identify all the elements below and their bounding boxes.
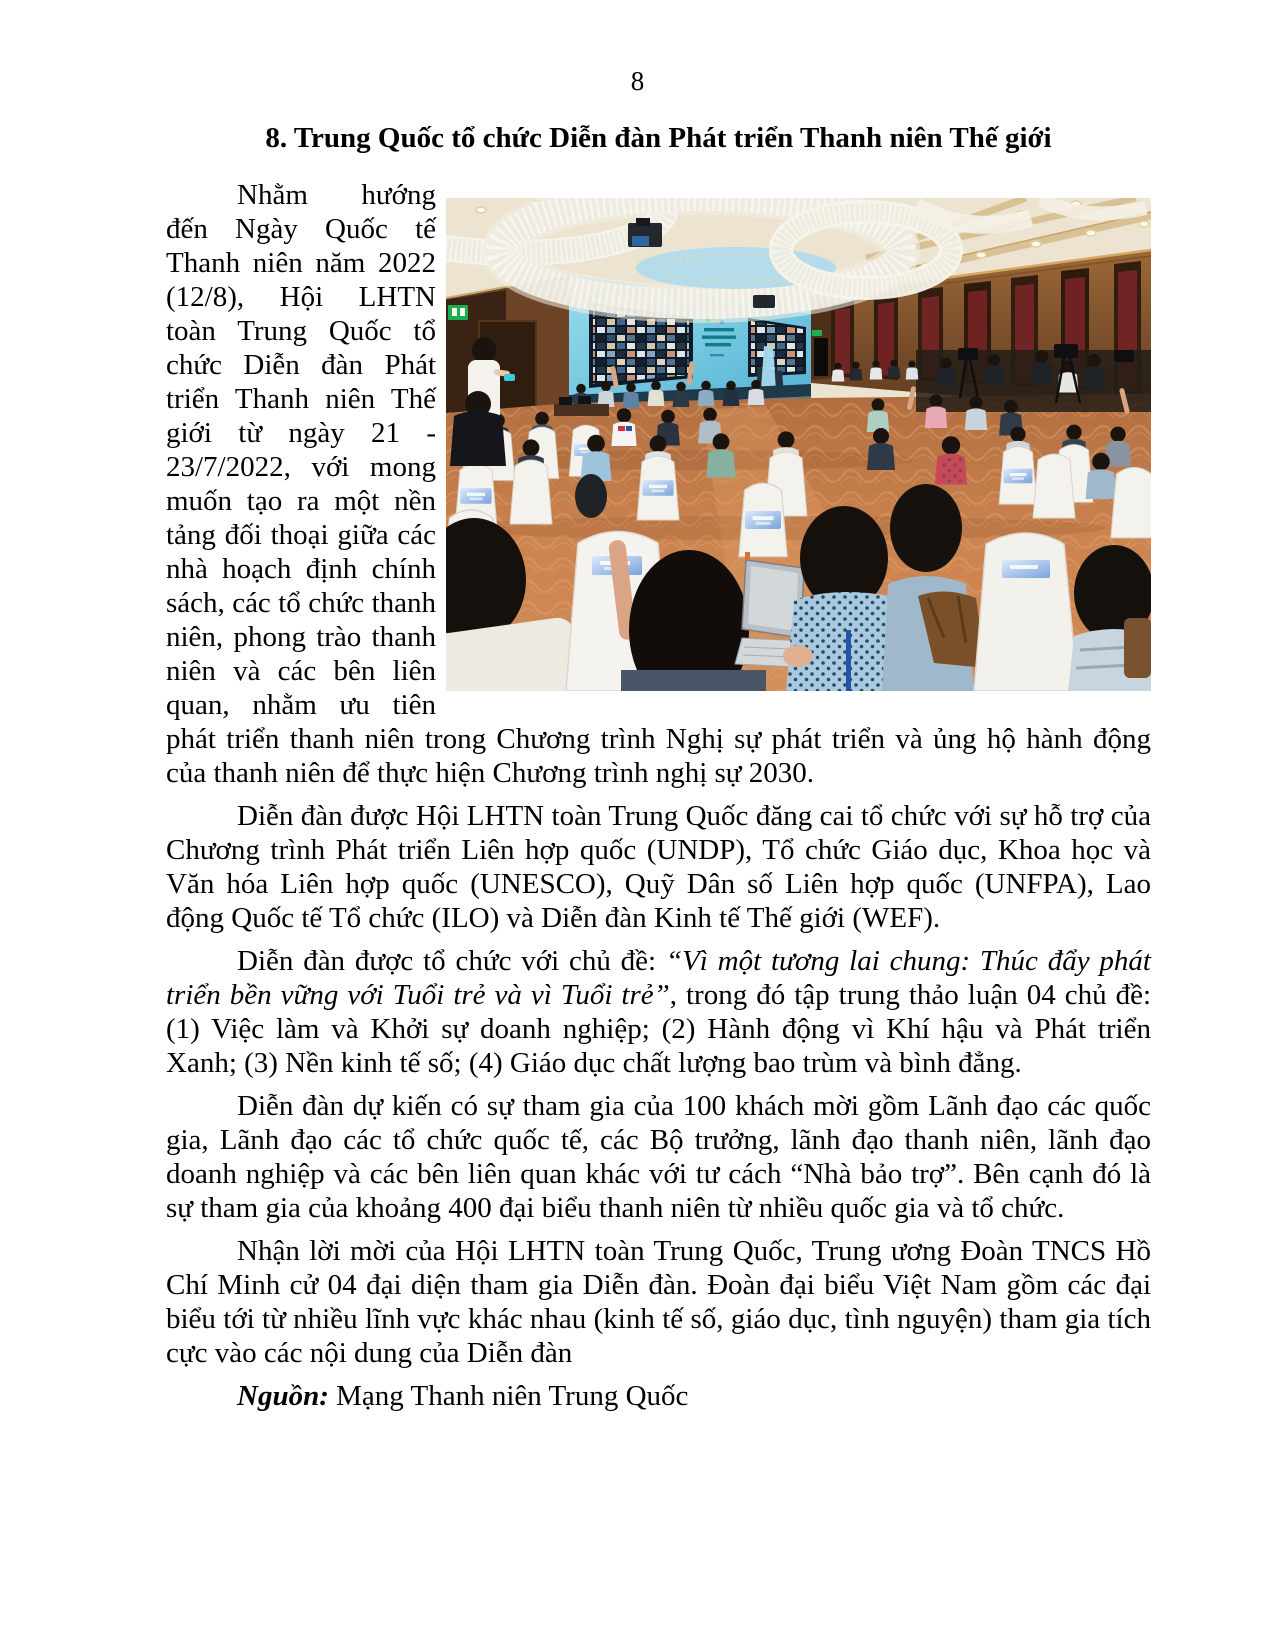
body-text	[166, 178, 1151, 1413]
paragraph-1	[166, 178, 1151, 790]
paragraph-4	[166, 1089, 1151, 1225]
paragraph-text: Nhận lời mời của Hội LHTN toàn Trung Quốc, Trung ương Đoàn TNCS Hồ Chí Minh cử 04 đại diện tham gia Diễn đàn. Đoàn đại biểu Việt Nam gồm các đại biểu tới từ nhiều lĩnh vực khác nhau (kinh tế số, giáo dục, tình nguyện) tham gia tích cực vào các nội dung của Diễn đàn	[166, 1235, 1151, 1369]
paragraph-text: , trong đó tập trung thảo luận 04 chủ đề: (1) Việc làm và Khởi sự doanh nghiệp; (2) Hành động vì Khí hậu và Phát triển Xanh; (3) Nền kinh tế số; (4) Giáo dục chất lượng bao trùm và bình đẳng.	[166, 979, 1151, 1079]
paragraph-3	[166, 944, 1151, 1080]
page-number: 8	[630, 66, 645, 96]
forum-theme-quote: “Vì một tương lai chung: Thúc đẩy phát triển bền vững với Tuổi trẻ và vì Tuổi trẻ”	[166, 945, 1151, 1011]
source-text: Mạng Thanh niên Trung Quốc	[328, 1380, 689, 1412]
source-line	[166, 1379, 1151, 1413]
paragraph-2	[166, 799, 1151, 935]
paragraph-5	[166, 1234, 1151, 1370]
paragraph-text: Diễn đàn dự kiến có sự tham gia của 100 khách mời gồm Lãnh đạo các quốc gia, Lãnh đạo các tổ chức quốc tế, các Bộ trưởng, lãnh đạo thanh niên, lãnh đạo doanh nghiệp và các bên liên quan khác với tư cách “Nhà bảo trợ”. Bên cạnh đó là sự tham gia của khoảng 400 đại biểu thanh niên từ nhiều quốc gia và tổ chức.	[166, 1090, 1151, 1224]
page-content	[166, 118, 1151, 1422]
page-title: 8. Trung Quốc tổ chức Diễn đàn Phát triển Thanh niên Thế giới	[265, 122, 1052, 154]
paragraph-text: Nhằm hướng đến Ngày Quốc tế Thanh niên năm 2022 (12/8), Hội LHTN toàn Trung Quốc tổ chức Diễn đàn Phát triển Thanh niên Thế giới từ ngày 21 - 23/7/2022, với mong muốn tạo ra một nền tảng đối thoại giữa các nhà hoạch định chính sách, các tổ chức thanh niên, phong trào thanh niên và các bên liên quan, nhằm ưu tiên phát triển thanh niên trong Chương trình Nghị sự phát triển và ủng hộ hành động của thanh niên để thực hiện Chương trình nghị sự 2030.	[166, 179, 1151, 789]
conference-photo-svg	[446, 198, 1151, 691]
paragraph-text: Diễn đàn được Hội LHTN toàn Trung Quốc đăng cai tổ chức với sự hỗ trợ của Chương trình Phát triển Liên hợp quốc (UNDP), Tổ chức Giáo dục, Khoa học và Văn hóa Liên hợp quốc (UNESCO), Quỹ Dân số Liên hợp quốc (UNFPA), Lao động Quốc tế Tổ chức (ILO) và Diễn đàn Kinh tế Thế giới (WEF).	[166, 800, 1151, 934]
paragraph-text: Diễn đàn được tổ chức với chủ đề:	[237, 945, 666, 977]
source-label: Nguồn:	[237, 1380, 329, 1412]
conference-photo	[446, 198, 1151, 691]
photo-media-crew	[916, 344, 1151, 412]
